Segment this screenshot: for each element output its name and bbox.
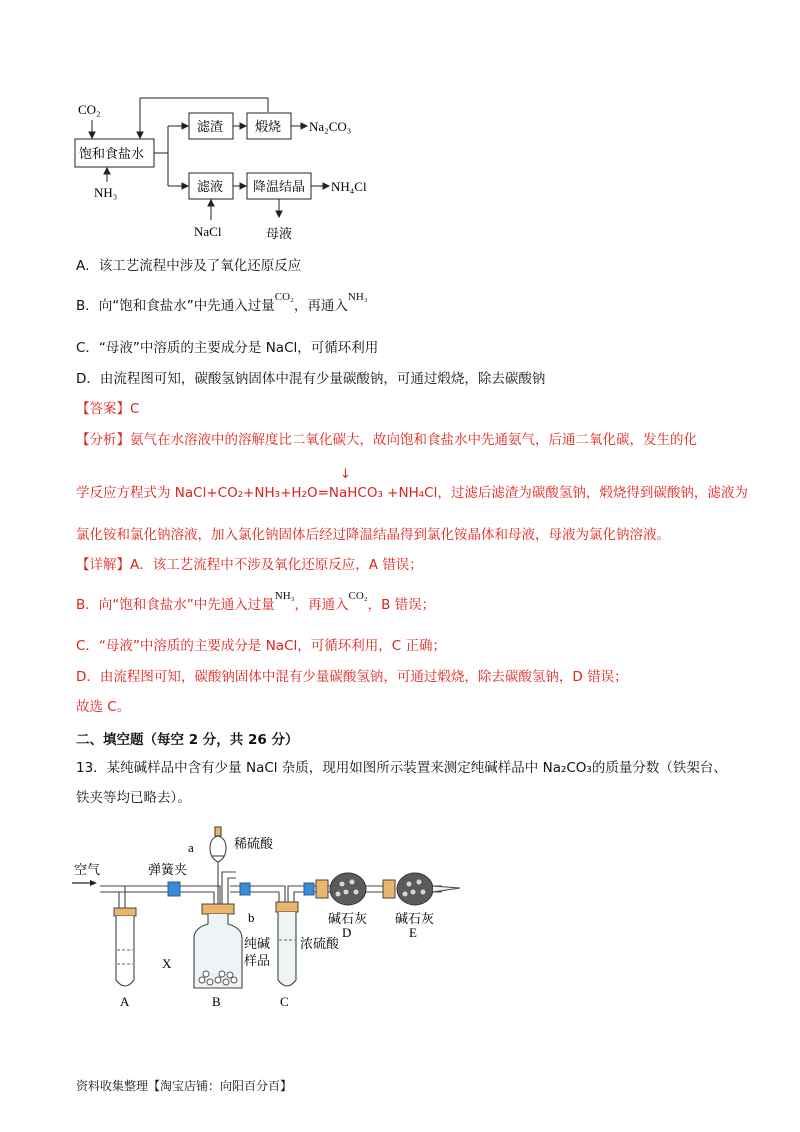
tube-b-label: b <box>248 910 255 925</box>
option-b-text: B．向“饱和食盐水”中先通入过量 <box>76 298 275 314</box>
detail-a: 【详解】A．该工艺流程中不涉及氧化还原反应，A 错误； <box>76 557 423 573</box>
stopcock-a-label: a <box>188 840 194 855</box>
detail-b-end: ，B 错误； <box>367 597 436 613</box>
device-a-label: A <box>120 994 130 1009</box>
spring-clip-label: 弹簧夹 <box>148 863 188 878</box>
option-b-mid: ，再通入 <box>293 298 348 314</box>
process-flow-diagram <box>70 92 400 247</box>
sample-label-line-1: 纯碱 <box>244 937 271 952</box>
footer-note: 资料收集整理【淘宝店铺：向阳百分百】 <box>76 1079 293 1093</box>
detail-b <box>76 590 436 616</box>
answer: 【答案】C <box>76 401 140 417</box>
analysis-line-2: 学反应方程式为 NaCl+CO₂+NH₃+H₂O=NaHCO₃ +NH₄Cl，过滤后滤渣为碳酸氢钠，煅烧得到碳酸钠，滤液为 <box>76 485 748 501</box>
nacl-label: NaCl <box>194 224 222 239</box>
reagent-x-label: X <box>162 956 172 971</box>
sample-label-line-2: 样品 <box>244 954 271 969</box>
conc-sulfuric-acid-label: 浓硫酸 <box>300 937 340 952</box>
q13-line-1: 13．某纯碱样品中含有少量 NaCl 杂质，现用如图所示装置来测定纯碱样品中 Na₂CO₃的质量分数（铁架台、 <box>76 760 727 776</box>
mother-liquor-label: 母液 <box>266 227 293 242</box>
nh3-label: NH₃ <box>94 185 118 200</box>
detail-d: D．由流程图可知，碳酸钠固体中混有少量碳酸氢钠，可通过煅烧，除去碳酸氢钠，D 错误； <box>76 669 628 685</box>
option-d: D．由流程图可知，碳酸氢钠固体中混有少量碳酸钠，可通过煅烧，除去碳酸钠 <box>76 371 546 387</box>
nh4cl-label: NH₄Cl <box>331 179 367 194</box>
option-b-formula-2: NH₃ <box>347 291 368 303</box>
option-a: A．该工艺流程中涉及了氧化还原反应 <box>76 258 302 274</box>
option-c: C．“母液”中溶质的主要成分是 NaCl，可循环利用 <box>76 340 379 356</box>
detail-c: C．“母液”中溶质的主要成分是 NaCl，可循环利用，C 正确； <box>76 638 446 654</box>
brine-label: 饱和食盐水 <box>79 147 145 162</box>
detail-b-text: B．向“饱和食盐水”中先通入过量 <box>76 597 275 613</box>
detail-b-formula-1: NH₃ <box>274 590 295 602</box>
section-title: 二、填空题（每空 2 分，共 26 分） <box>76 732 299 748</box>
device-b-label: B <box>212 994 221 1009</box>
soda-lime-e-label: 碱石灰 <box>395 912 435 927</box>
na2co3-label: Na₂CO₃ <box>309 119 352 134</box>
option-b-formula-1: CO₂ <box>274 291 294 303</box>
device-c-label: C <box>280 994 289 1009</box>
precipitate-arrow: ↓ <box>340 467 351 482</box>
soda-lime-d-label: 碱石灰 <box>328 912 368 927</box>
detail-b-mid: ，再通入 <box>294 597 349 613</box>
q13-line-2: 铁夹等均已略去）。 <box>76 790 191 806</box>
cool-crystallize-label: 降温结晶 <box>253 180 306 195</box>
detail-b-formula-2: CO₂ <box>348 590 368 602</box>
analysis-line-3: 氯化铵和氯化钠溶液，加入氯化钠固体后经过降温结晶得到氯化铵晶体和母液，母液为氯化钠溶液。 <box>76 527 670 543</box>
device-d-label: D <box>342 925 352 940</box>
residue-label: 滤渣 <box>197 120 224 135</box>
calcine-label: 煅烧 <box>255 120 282 135</box>
analysis-line-1: 【分析】氨气在水溶液中的溶解度比二氧化碳大，故向饱和食盐水中先通氨气，后通二氧化碳，发生的化 <box>76 432 697 448</box>
detail-choice: 故选 C。 <box>76 699 131 715</box>
air-label: 空气 <box>74 863 101 878</box>
filtrate-label: 滤液 <box>197 180 224 195</box>
co2-label: CO₂ <box>78 102 101 117</box>
dilute-sulfuric-acid-label: 稀硫酸 <box>234 837 274 852</box>
device-e-label: E <box>409 925 417 940</box>
option-b <box>76 291 368 317</box>
apparatus-diagram <box>70 820 480 1010</box>
